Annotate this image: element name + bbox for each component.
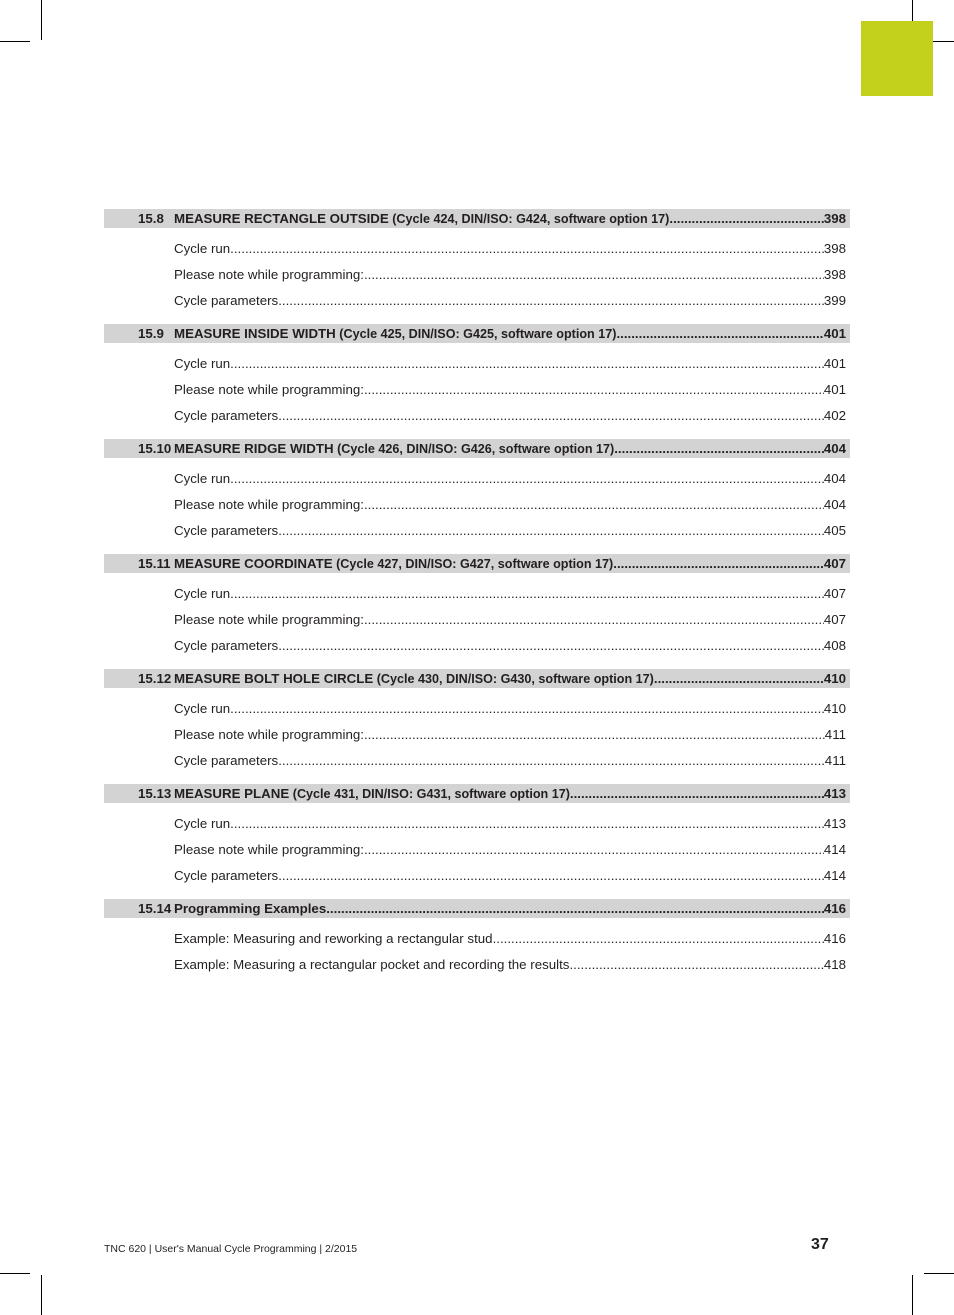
leader-dots xyxy=(616,324,823,344)
leader-dots xyxy=(278,518,824,544)
entry-title: Cycle run xyxy=(174,356,231,371)
section-number: 15.12 xyxy=(138,671,172,686)
toc-entry[interactable] xyxy=(174,837,846,863)
page-number: 37 xyxy=(811,1236,829,1253)
leader-dots xyxy=(364,607,824,633)
entry-page: 401 xyxy=(823,356,846,371)
crop-mark xyxy=(912,1275,913,1315)
leader-dots xyxy=(364,837,824,863)
entry-title: Cycle parameters xyxy=(174,523,279,538)
toc-entries xyxy=(104,466,850,544)
leader-dots xyxy=(278,633,824,659)
section-title: Programming Examples xyxy=(174,901,327,916)
toc-section-heading[interactable] xyxy=(104,439,850,458)
toc-entry[interactable] xyxy=(174,518,846,544)
toc-entries xyxy=(104,811,850,889)
toc-entry[interactable] xyxy=(174,863,846,889)
entry-title: Please note while programming: xyxy=(174,267,364,282)
table-of-contents xyxy=(104,209,850,988)
entry-page: 414 xyxy=(823,842,846,857)
toc-section-heading[interactable] xyxy=(104,669,850,688)
toc-section-heading[interactable] xyxy=(104,554,850,573)
toc-entries xyxy=(104,926,850,978)
toc-entries xyxy=(104,696,850,774)
entry-title: Please note while programming: xyxy=(174,842,364,857)
section-page: 416 xyxy=(823,901,846,916)
entry-page: 418 xyxy=(823,957,846,972)
entry-title: Cycle parameters xyxy=(174,638,279,653)
entry-title: Example: Measuring and reworking a rectangular stud xyxy=(174,931,493,946)
toc-entry[interactable] xyxy=(174,607,846,633)
leader-dots xyxy=(278,403,824,429)
section-page: 404 xyxy=(823,441,846,456)
toc-entry[interactable] xyxy=(174,403,846,429)
leader-dots xyxy=(669,209,823,229)
section-number: 15.14 xyxy=(138,901,172,916)
section-title: MEASURE PLANE (Cycle 431, DIN/ISO: G431, software option 17) xyxy=(174,786,570,801)
entry-title: Cycle run xyxy=(174,586,231,601)
leader-dots xyxy=(364,377,824,403)
leader-dots xyxy=(569,952,823,978)
section-number: 15.11 xyxy=(138,556,171,571)
entry-page: 402 xyxy=(823,408,846,423)
entry-page: 401 xyxy=(823,382,846,397)
section-title: MEASURE BOLT HOLE CIRCLE (Cycle 430, DIN/ISO: G430, software option 17) xyxy=(174,671,654,686)
leader-dots xyxy=(614,439,824,459)
leader-dots xyxy=(278,863,824,889)
toc-entry[interactable] xyxy=(174,466,846,492)
leader-dots xyxy=(493,926,824,952)
leader-dots xyxy=(364,722,825,748)
entry-page: 411 xyxy=(824,753,846,768)
entry-page: 414 xyxy=(823,868,846,883)
leader-dots xyxy=(364,262,824,288)
leader-dots xyxy=(230,351,824,377)
toc-entry[interactable] xyxy=(174,236,846,262)
crop-mark xyxy=(0,41,30,42)
footer-text: TNC 620 | User's Manual Cycle Programming | 2/2015 xyxy=(104,1243,358,1255)
toc-section-heading[interactable] xyxy=(104,899,850,918)
entry-title: Please note while programming: xyxy=(174,382,364,397)
section-number: 15.9 xyxy=(138,326,164,341)
section-title: MEASURE INSIDE WIDTH (Cycle 425, DIN/ISO: G425, software option 17) xyxy=(174,326,617,341)
section-number: 15.10 xyxy=(138,441,172,456)
entry-title: Cycle parameters xyxy=(174,753,279,768)
leader-dots xyxy=(230,466,824,492)
entry-title: Cycle run xyxy=(174,701,231,716)
toc-entry[interactable] xyxy=(174,288,846,314)
toc-entry[interactable] xyxy=(174,581,846,607)
section-page: 398 xyxy=(823,211,846,226)
entry-page: 408 xyxy=(823,638,846,653)
toc-entry[interactable] xyxy=(174,952,846,978)
leader-dots xyxy=(570,784,824,804)
leader-dots xyxy=(364,492,824,518)
toc-entry[interactable] xyxy=(174,351,846,377)
section-page: 407 xyxy=(823,556,846,571)
section-page: 401 xyxy=(823,326,846,341)
toc-entry[interactable] xyxy=(174,722,846,748)
toc-entry[interactable] xyxy=(174,811,846,837)
entry-page: 399 xyxy=(823,293,846,308)
entry-page: 410 xyxy=(823,701,846,716)
toc-section-heading[interactable] xyxy=(104,209,850,228)
section-number: 15.8 xyxy=(138,211,164,226)
chapter-tab xyxy=(861,21,933,96)
leader-dots xyxy=(230,696,824,722)
toc-entry[interactable] xyxy=(174,748,846,774)
section-number: 15.13 xyxy=(138,786,172,801)
entry-page: 405 xyxy=(823,523,846,538)
section-title: MEASURE RIDGE WIDTH (Cycle 426, DIN/ISO: G426, software option 17) xyxy=(174,441,615,456)
crop-mark xyxy=(41,0,42,40)
entry-page: 404 xyxy=(823,471,846,486)
toc-entry[interactable] xyxy=(174,492,846,518)
entry-title: Cycle run xyxy=(174,471,231,486)
entry-title: Cycle parameters xyxy=(174,408,279,423)
leader-dots xyxy=(654,669,824,689)
entry-page: 398 xyxy=(823,241,846,256)
entry-page: 416 xyxy=(823,931,846,946)
entry-title: Please note while programming: xyxy=(174,612,364,627)
section-title: MEASURE COORDINATE (Cycle 427, DIN/ISO: G427, software option 17) xyxy=(174,556,614,571)
entry-title: Cycle run xyxy=(174,816,231,831)
entry-page: 407 xyxy=(823,586,846,601)
toc-entries xyxy=(104,351,850,429)
toc-entries xyxy=(104,581,850,659)
leader-dots xyxy=(230,236,824,262)
entry-page: 398 xyxy=(823,267,846,282)
toc-entries xyxy=(104,236,850,314)
toc-entry[interactable] xyxy=(174,377,846,403)
toc-entry[interactable] xyxy=(174,696,846,722)
leader-dots xyxy=(326,899,824,919)
section-page: 413 xyxy=(823,786,846,801)
entry-title: Cycle run xyxy=(174,241,231,256)
toc-entry[interactable] xyxy=(174,633,846,659)
entry-page: 413 xyxy=(823,816,846,831)
entry-page: 407 xyxy=(823,612,846,627)
toc-section-heading[interactable] xyxy=(104,784,850,803)
crop-mark xyxy=(0,1273,30,1274)
toc-entry[interactable] xyxy=(174,262,846,288)
leader-dots xyxy=(230,581,824,607)
entry-title: Please note while programming: xyxy=(174,497,364,512)
section-title: MEASURE RECTANGLE OUTSIDE (Cycle 424, DIN/ISO: G424, software option 17) xyxy=(174,211,670,226)
section-page: 410 xyxy=(823,671,846,686)
leader-dots xyxy=(278,748,825,774)
entry-page: 411 xyxy=(824,727,846,742)
entry-title: Cycle parameters xyxy=(174,868,279,883)
entry-title: Example: Measuring a rectangular pocket and recording the results xyxy=(174,957,570,972)
entry-title: Cycle parameters xyxy=(174,293,279,308)
leader-dots xyxy=(613,554,824,574)
entry-title: Please note while programming: xyxy=(174,727,364,742)
crop-mark xyxy=(41,1275,42,1315)
crop-mark xyxy=(924,1273,954,1274)
toc-entry[interactable] xyxy=(174,926,846,952)
toc-section-heading[interactable] xyxy=(104,324,850,343)
leader-dots xyxy=(230,811,824,837)
entry-page: 404 xyxy=(823,497,846,512)
leader-dots xyxy=(278,288,824,314)
